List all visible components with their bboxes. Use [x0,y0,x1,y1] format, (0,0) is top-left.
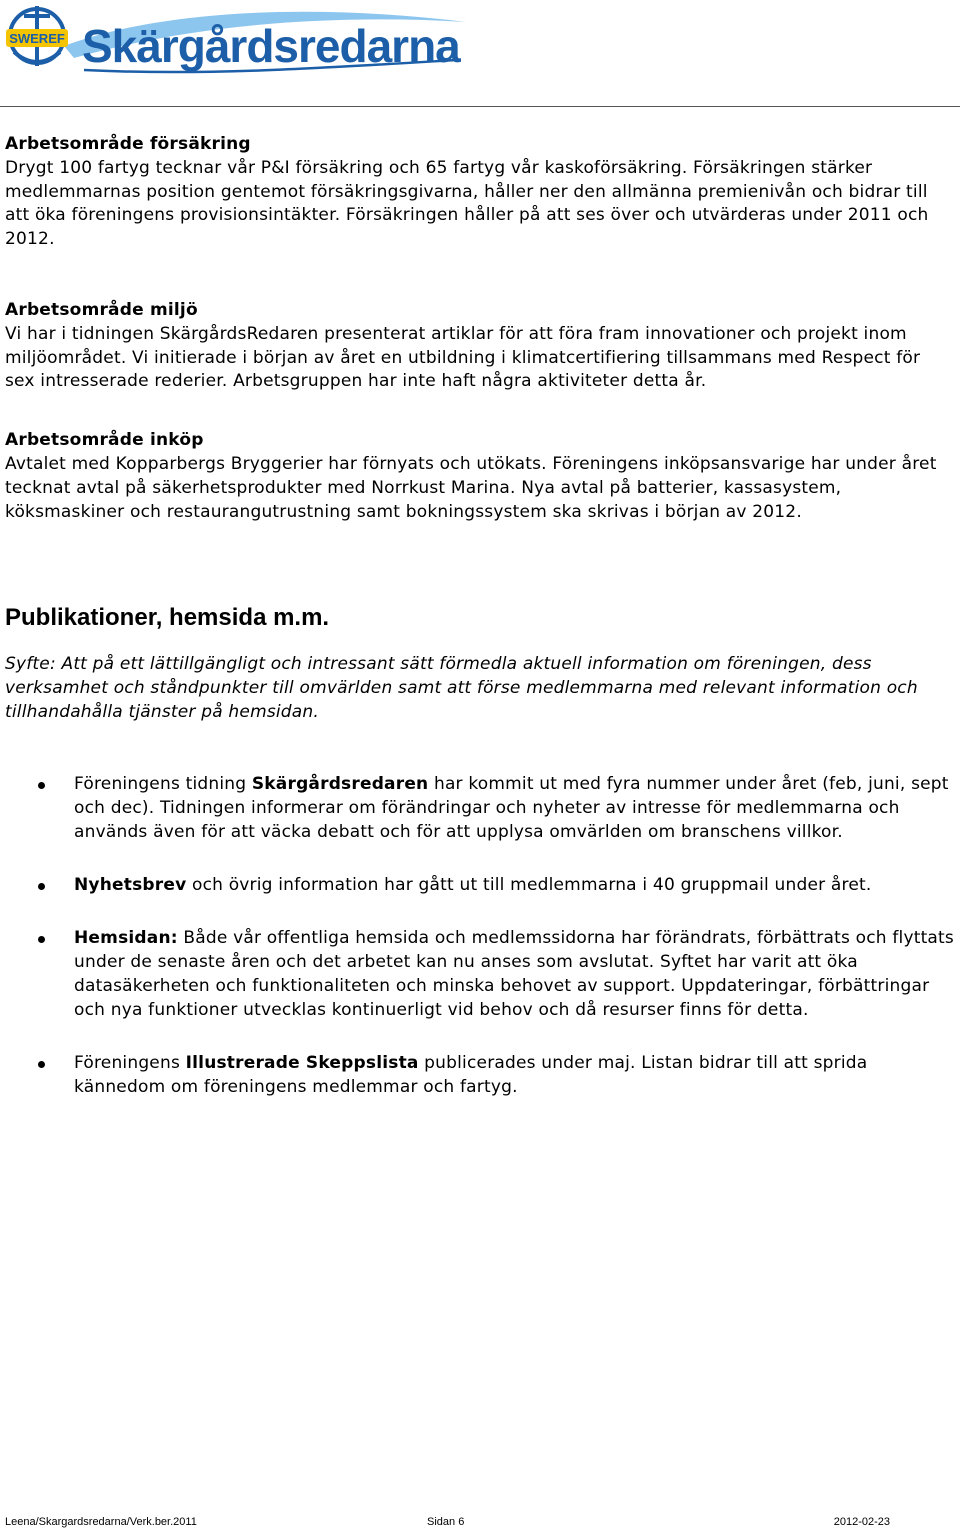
bullet-bold: Illustrerade Skeppslista [185,1052,419,1073]
section-title-inkop: Arbetsområde inköp [5,430,204,451]
bullet-icon [38,1061,45,1068]
header-divider [0,106,960,107]
page-content [5,133,955,1099]
publications-purpose: Syfte: Att på ett lättillgängligt och intressant sätt förmedla aktuell information om föreningen, dess verksamhet och ståndpunkter till omvärlden samt att förse medlemmarna med relevant information och tillhandahålla tjänster på hemsidan. [5,654,918,722]
section-body-inkop: Avtalet med Kopparbergs Bryggerier har förnyats och utökats. Föreningens inköpsansvarige har under året tecknat avtal på säkerhetsprodukter med Norrkust Marina. Nya avtal på batterier, kassasystem, köksmaskiner och restaurangutrustning samt bokningssystem ska skrivas i början av 2012. [5,453,937,522]
page-header [0,0,960,108]
skargardsredarna-logo [4,2,474,82]
list-item [5,926,955,1022]
section-title-forsakring: Arbetsområde försäkring [5,134,251,154]
footer-page-number: Sidan 6 [427,1516,465,1528]
section-body-miljo: Vi har i tidningen SkärgårdsRedaren presenterat artiklar för att föra fram innovationer och projekt inom miljöområdet. Vi initierade i början av året en utbildning i klimatcertifiering tillsammans med Respect för sex intresserade rederier. Arbetsgruppen har inte haft några aktiviteter detta år. [5,323,921,392]
brand-wordmark: Skärgårdsredarna [82,20,460,72]
bullet-post: Både vår offentliga hemsida och medlemssidorna har förändrats, förbättrats och flyttats under de senaste åren och det arbetet kan nu anses som avslutat. Syftet har varit att öka datasäkerheten och funktionaliteten och minska behovet av support. Uppdateringar, förbättringar och nya funktioner utvecklas kontinuerligt vid behov och då resurser finns för detta. [74,927,954,1020]
bullet-pre: Föreningens tidning [74,773,252,794]
list-item [5,1051,955,1099]
sweref-badge-text: SWEREF [9,31,65,46]
section-title-miljo: Arbetsområde miljö [5,299,198,320]
section-body-forsakring: Drygt 100 fartyg tecknar vår P&I försäkring och 65 fartyg vår kaskoförsäkring. Försäkringen stärker medlemmarnas position gentemot försäkringsgivarna, håller ner den allmänna premienivån och bidrar till att öka föreningens provisionsintäkter. Försäkringen håller på att ses över och utvärderas under 2011 och 2012. [5,157,929,250]
list-item [5,772,955,844]
bullet-pre: Föreningens [74,1052,186,1073]
footer-date: 2012-02-23 [833,1516,890,1528]
bullet-post: har kommit ut med fyra nummer under året (feb, juni, sept och dec). Tidningen informerar om förändringar och nyheter av intresse för medlemmarna och används även för att väcka debatt och för att upplysa omvärlden om branschens villkor. [74,773,949,842]
bullet-post: publicerades under maj. Listan bidrar till att sprida kännedom om föreningens medlemmar och fartyg. [74,1052,868,1097]
publications-heading: Publikationer, hemsida m.m. [5,604,330,632]
bullet-icon [38,782,45,789]
bullet-bold: Hemsidan: [74,927,178,948]
publications-list [5,772,955,1099]
bullet-bold: Nyhetsbrev [74,874,187,895]
bullet-icon [38,936,45,943]
bullet-icon [38,883,45,890]
list-item [5,873,955,897]
footer-path: Leena/Skargardsredarna/Verk.ber.2011 [5,1516,197,1528]
bullet-post: och övrig information har gått ut till medlemmarna i 40 gruppmail under året. [186,874,872,895]
page-footer [5,1514,955,1530]
bullet-bold: Skärgårdsredaren [251,773,429,794]
